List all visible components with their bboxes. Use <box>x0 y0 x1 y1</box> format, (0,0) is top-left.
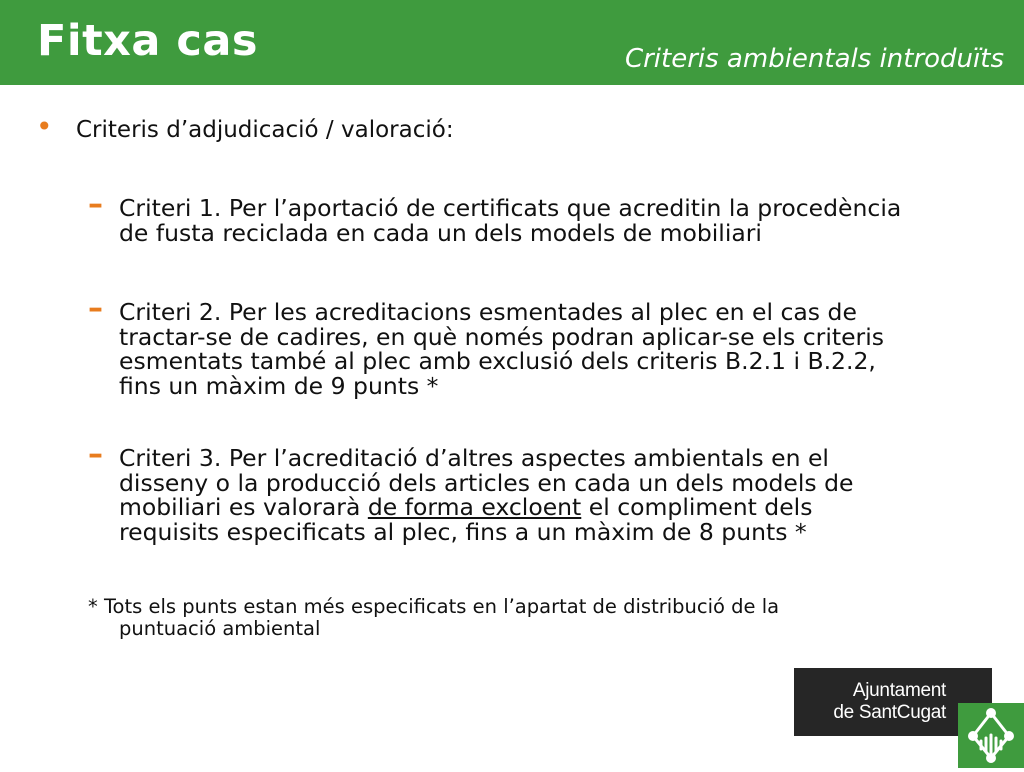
logo-text-line: de SantCugat <box>833 702 946 723</box>
slide-title: Fitxa cas <box>37 16 258 66</box>
logo-text-line: Ajuntament <box>852 680 946 701</box>
dash-icon: – <box>88 437 103 472</box>
criterion-1-line: Criteri 1. Per l’aportació de certificats que acreditin la procedència <box>119 194 902 222</box>
criterion-2-line: Criteri 2. Per les acreditacions esmentades al plec en el cas de <box>119 298 857 326</box>
main-bullet-text: Criteris d’adjudicació / valoració: <box>76 117 454 143</box>
criterion-3-text-before: mobiliari es valorarà <box>119 493 368 521</box>
criterion-3-text-after: el compliment dels <box>581 493 813 521</box>
criterion-2-line: fins un màxim de 9 punts * <box>119 371 439 400</box>
dash-icon: – <box>88 187 103 222</box>
bullet-dot-icon: • <box>36 110 53 143</box>
criterion-2-text <box>119 300 989 398</box>
header-bar <box>0 0 1024 85</box>
slide-subtitle: Criteris ambientals introduïts <box>624 44 1004 74</box>
footnote <box>88 596 918 640</box>
criterion-1-text <box>119 196 989 245</box>
criterion-3-line <box>119 495 989 520</box>
footnote-line: * Tots els punts estan més especificats en l’apartat de distribució de la <box>88 595 780 618</box>
criterion-3-line: disseny o la producció dels articles en cada un dels models de <box>119 468 854 497</box>
criterion-3-text <box>119 446 989 544</box>
network-nodes-icon <box>958 703 1024 768</box>
criterion-3-line: requisits especificats al plec, fins a un màxim de 8 punts * <box>119 517 807 546</box>
criterion-1-line: de fusta reciclada en cada un dels models de mobiliari <box>119 218 762 247</box>
footnote-line: puntuació ambiental <box>119 617 321 640</box>
criterion-2-line: tractar-se de cadires, en què només podran aplicar-se els criteris <box>119 322 884 351</box>
underlined-phrase: de forma excloent <box>367 493 582 521</box>
criterion-3-line: Criteri 3. Per l’acreditació d’altres aspectes ambientals en el <box>119 444 829 472</box>
dash-icon: – <box>88 291 103 326</box>
criterion-2-line: esmentats també al plec amb exclusió dels criteris B.2.1 i B.2.2, <box>119 347 876 375</box>
